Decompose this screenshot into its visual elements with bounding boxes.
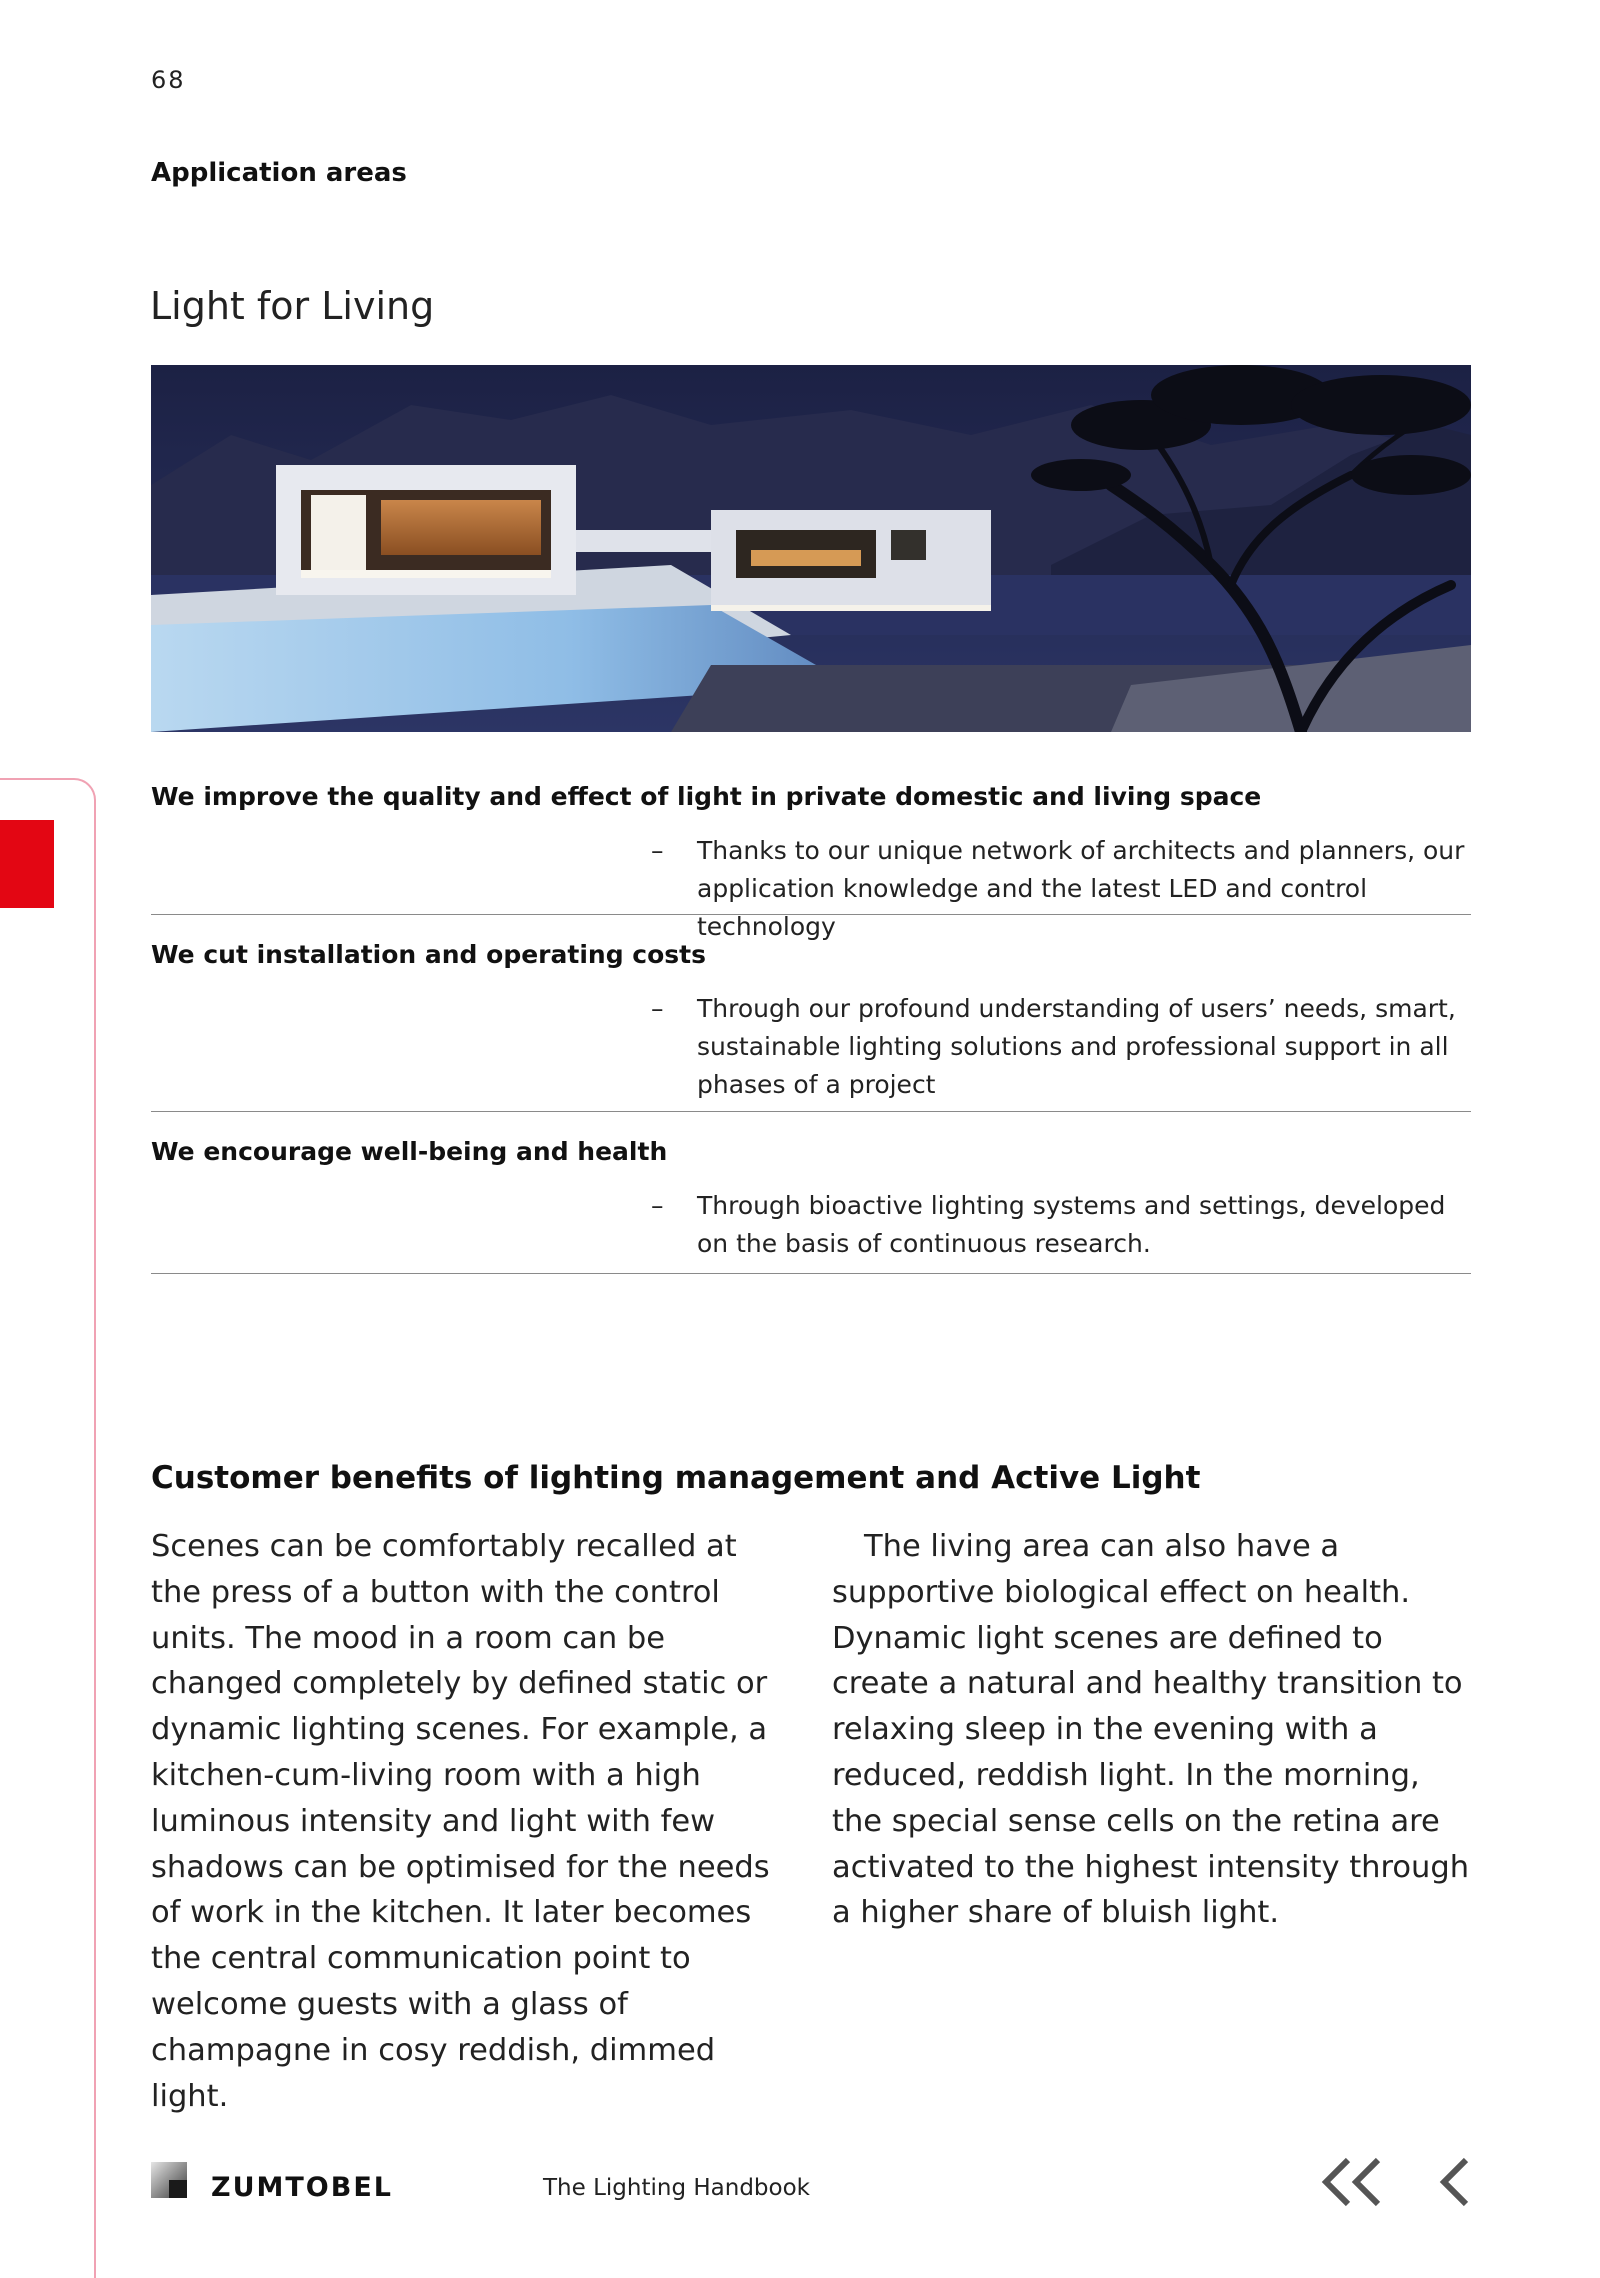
benefit-title: We cut installation and operating costs [151, 940, 707, 969]
double-chevron-left-icon [1318, 2152, 1384, 2212]
benefit-point-text: Thanks to our unique network of architects and planners, our application knowledge and the latest LED and control technology [697, 836, 1465, 941]
bullet-dash: – [651, 836, 664, 865]
edge-tab-outline [0, 778, 96, 2278]
customer-benefits-heading: Customer benefits of lighting management and Active Light [151, 1460, 1201, 1496]
divider [151, 1111, 1471, 1112]
page-number: 68 [151, 66, 186, 94]
villa-dusk-photo [151, 365, 1471, 732]
body-paragraph: The living area can also have a supportive biological effect on health. Dynamic light scenes are defined to create a natural and healthy transition to relaxing sleep in the evening with a reduced, reddish light. In the morning, the special sense cells on the retina are activated to the highest intensity through a higher share of bluish light. [832, 1529, 1470, 1931]
chevron-left-icon [1436, 2152, 1476, 2212]
brand-wordmark: ZUMTOBEL [211, 2172, 393, 2203]
divider [151, 914, 1471, 915]
publication-title: The Lighting Handbook [543, 2175, 810, 2201]
benefit-point-text: Through bioactive lighting systems and settings, developed on the basis of continuous research. [697, 1191, 1446, 1258]
benefit-point [651, 990, 1471, 1104]
chapter-marker-tab [0, 820, 54, 908]
page-title: Light for Living [150, 284, 435, 328]
benefit-point [651, 1187, 1471, 1263]
benefit-row [151, 938, 1471, 1099]
previous-page-button[interactable] [1436, 2152, 1476, 2212]
benefit-row [151, 780, 1471, 941]
bullet-dash: – [651, 1191, 664, 1220]
benefit-title: We encourage well-being and health [151, 1137, 668, 1166]
benefit-row [151, 1135, 1471, 1258]
section-label: Application areas [151, 158, 407, 188]
divider [151, 1273, 1471, 1274]
benefit-title: We improve the quality and effect of light in private domestic and living space [151, 782, 1262, 811]
body-column-right [832, 1524, 1472, 1936]
first-page-button[interactable] [1318, 2152, 1384, 2212]
body-column-left [151, 1524, 791, 2119]
benefit-point-text: Through our profound understanding of users’ needs, smart, sustainable lighting solutions and professional support in all phases of a project [697, 994, 1456, 1099]
bullet-dash: – [651, 994, 664, 1023]
benefit-point [651, 832, 1471, 946]
body-paragraph: Scenes can be comfortably recalled at the press of a button with the control units. The mood in a room can be changed completely by defined static or dynamic lighting scenes. For example, a kitchen-cum-living room with a high luminous intensity and light with few shadows can be optimised for the needs of work in the kitchen. It later becomes the central communication point to welcome guests with a glass of champagne in cosy reddish, dimmed light. [151, 1529, 770, 2114]
zumtobel-logo-icon [151, 2162, 187, 2198]
